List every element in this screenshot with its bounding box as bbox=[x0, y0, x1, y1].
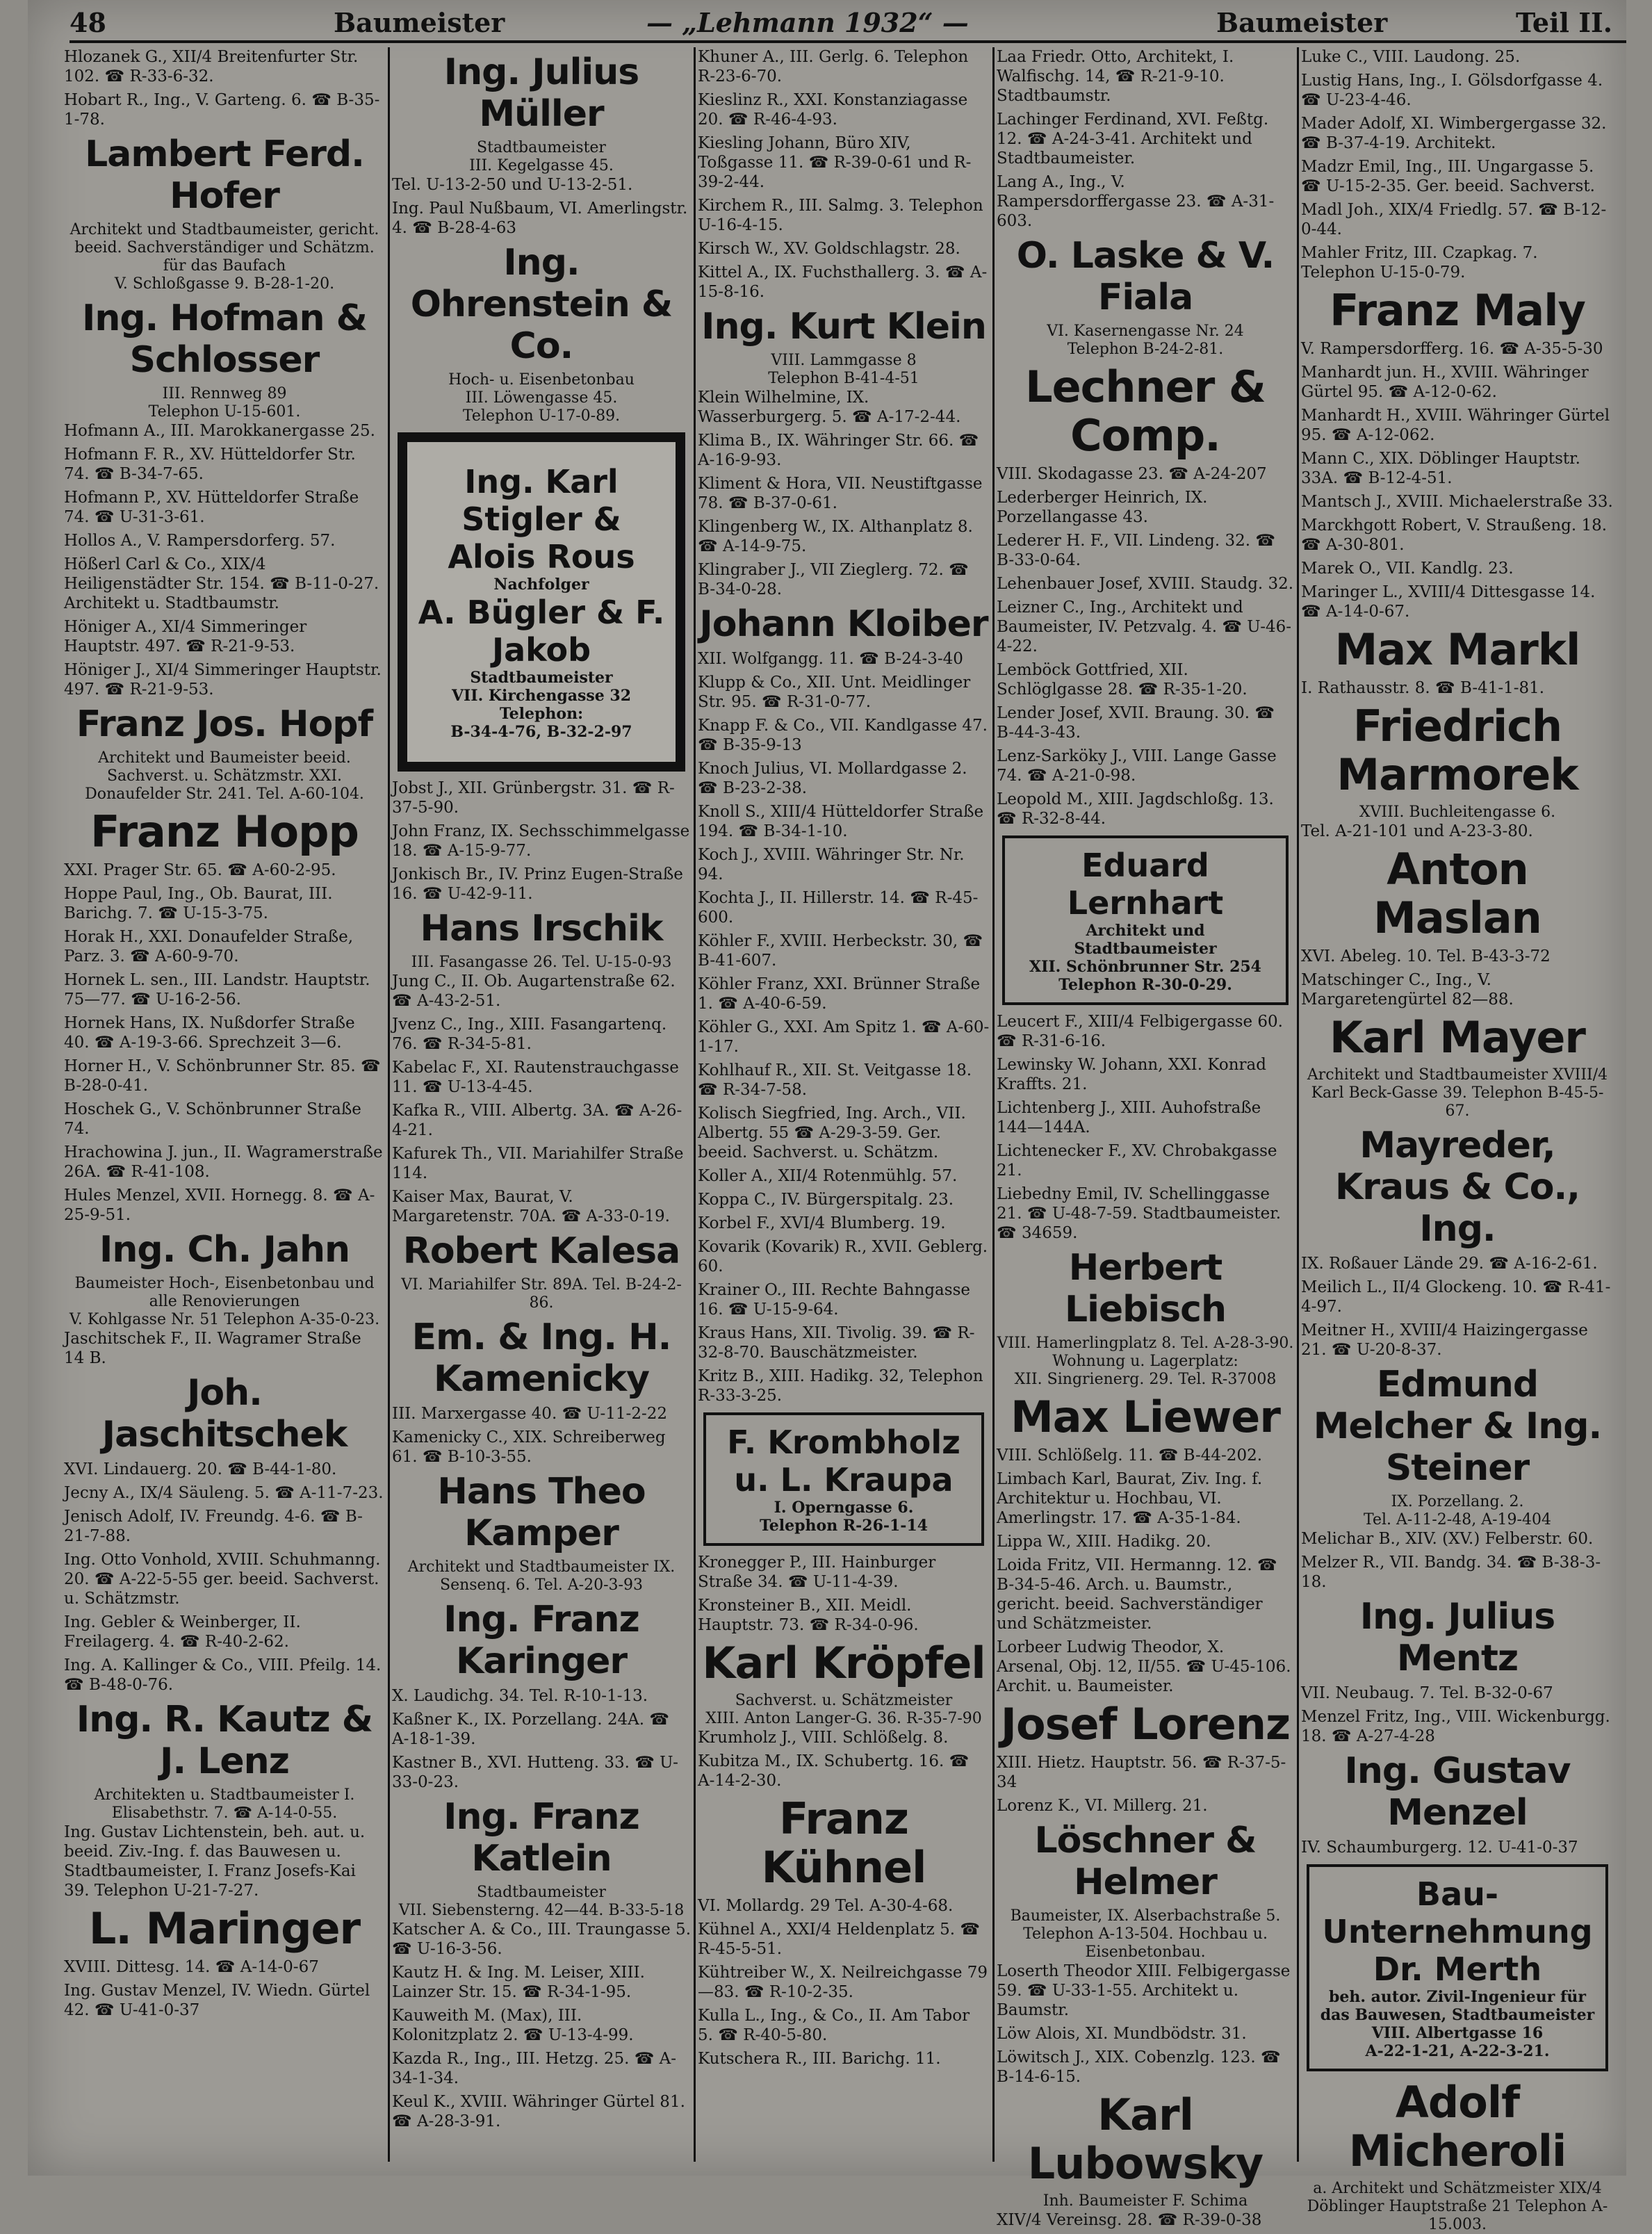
directory-entry: Koch J., XVIII. Währinger Str. Nr. 94. bbox=[698, 846, 965, 883]
directory-entry: Höniger J., XI/4 Simmeringer Hauptstr. 497. ☎ R-21-9-53. bbox=[64, 661, 382, 699]
directory-entry: Manhardt jun. H., XVIII. Währinger Gürtel 95. ☎ A-12-0-62. bbox=[1301, 364, 1589, 401]
advertisement-detail: Architekt und Stadtbaumeister IX. Sensenq. 6. Tel. A-20-3-93 bbox=[407, 1558, 676, 1594]
advertisement-detail: Baumeister, IX. Alserbachstraße 5. Telephon A-13-504. Hochbau u. Eisenbetonbau. bbox=[1010, 1907, 1281, 1961]
directory-entry: Kastner B., XVI. Hutteng. 33. ☎ U-33-0-23. bbox=[392, 1754, 678, 1791]
directory-entry: Keul K., XVIII. Währinger Gürtel 81. ☎ A-28-3-91. bbox=[392, 2093, 685, 2130]
advertisement-detail: VII. Siebensterng. 42—44. B-33-5-18 bbox=[398, 1902, 685, 1919]
directory-entry: V. Rampersdorfferg. 16. ☎ A-35-5-30 bbox=[1301, 340, 1603, 358]
directory-entry: XVIII. Dittesg. 14. ☎ A-14-0-67 bbox=[64, 1958, 319, 1976]
advertisement-name: O. Laske & V. Fiala bbox=[1016, 235, 1275, 318]
directory-entry: Kraus Hans, XII. Tivolig. 39. ☎ R-32-8-70. Bauschätzmeister. bbox=[698, 1324, 975, 1362]
directory-entry: Ing. Otto Vonhold, XVIII. Schuhmanng. 20. ☎ A-22-5-55 ger. beeid. Sachverst. u. Schätzmstr. bbox=[64, 1551, 381, 1608]
directory-entry: Hlozanek G., XII/4 Breitenfurter Str. 102. ☎ R-33-6-32. bbox=[64, 48, 359, 85]
directory-entry: Knoll S., XIII/4 Hütteldorfer Straße 194. ☎ B-34-1-10. bbox=[698, 803, 984, 840]
advertisement-name: Mayreder, Kraus & Co., Ing. bbox=[1335, 1125, 1580, 1250]
advertisement-name: Josef Lorenz bbox=[1000, 1699, 1291, 1750]
advertisement-name: Ing. Julius Mentz bbox=[1359, 1596, 1555, 1679]
advertisement-name: Karl Mayer bbox=[1330, 1012, 1585, 1063]
advertisement-name: Max Liewer bbox=[1011, 1392, 1280, 1442]
directory-entry: Melichar B., XIV. (XV.) Felberstr. 60. bbox=[1301, 1530, 1594, 1548]
advertisement-name: Ing. Julius Müller bbox=[443, 51, 639, 135]
directory-entry: Lorbeer Ludwig Theodor, X. Arsenal, Obj. 12, II/55. ☎ U-45-106. Archit. u. Baumeister. bbox=[997, 1638, 1291, 1695]
column-divider bbox=[388, 47, 390, 2162]
directory-entry: Meitner H., XVIII/4 Haizingergasse 21. ☎ U-20-8-37. bbox=[1301, 1321, 1588, 1359]
advertisement-name: Franz Jos. Hopf bbox=[76, 703, 373, 745]
directory-entry: VIII. Schlößelg. 11. ☎ B-44-202. bbox=[997, 1446, 1263, 1465]
advertisement-detail: Architekt und Stadtbaumeister XVIII/4 Karl Beck-Gasse 39. Telephon B-45-5-67. bbox=[1307, 1066, 1608, 1120]
advertisement-name: Lambert Ferd. Hofer bbox=[85, 133, 364, 217]
directory-entry: Kolisch Siegfried, Ing. Arch., VII. Albertg. 55 ☎ A-29-3-59. Ger. beeid. Sachverst. u. Schätzm. bbox=[698, 1104, 966, 1161]
advertisement-line: Dr. Merth bbox=[1373, 1950, 1542, 1988]
advertisement-detail: V. Schloßgasse 9. B-28-1-20. bbox=[114, 275, 335, 293]
advertisement-box bbox=[1002, 835, 1289, 1005]
directory-entry: Koller A., XII/4 Rotenmühlg. 57. bbox=[698, 1167, 958, 1185]
advertisement-detail: a. Architekt und Schätzmeister XIX/4 Döblinger Hauptstraße 21 Telephon A-15.003. bbox=[1307, 2180, 1608, 2233]
directory-entry: Lang A., Ing., V. Rampersdorffergasse 23. ☎ A-31-603. bbox=[997, 173, 1275, 230]
directory-entry: Köhler Franz, XXI. Brünner Straße 1. ☎ A-40-6-59. bbox=[698, 975, 981, 1013]
directory-entry: Liebedny Emil, IV. Schellinggasse 21. ☎ U-48-7-59. Stadtbaumeister. ☎ 34659. bbox=[997, 1185, 1282, 1242]
advertisement-line: B-34-4-76, B-32-2-97 bbox=[450, 723, 632, 741]
advertisement-detail: Stadtbaumeister bbox=[477, 139, 606, 156]
directory-entry: Klein Wilhelmine, IX. Wasserburgerg. 5. ☎ A-17-2-44. bbox=[698, 389, 961, 426]
advertisement-name: Karl Lubowsky bbox=[1027, 2089, 1263, 2189]
advertisement-line: Stadtbaumeister bbox=[470, 669, 613, 687]
directory-entry: Klingraber J., VII Zieglerg. 72. ☎ B-34-0-28. bbox=[698, 561, 969, 598]
directory-entry: Madl Joh., XIX/4 Friedlg. 57. ☎ B-12-0-44. bbox=[1301, 201, 1607, 238]
directory-entry: Kabelac F., XI. Rautenstrauchgasse 11. ☎ U-13-4-45. bbox=[392, 1059, 679, 1096]
directory-entry: Meilich L., II/4 Glockeng. 10. ☎ R-41-4-97. bbox=[1301, 1278, 1611, 1316]
advertisement-name: Ing. Kurt Klein bbox=[701, 306, 986, 348]
directory-entry: XXI. Prager Str. 65. ☎ A-60-2-95. bbox=[64, 861, 336, 879]
directory-entry: Kronegger P., III. Hainburger Straße 34. ☎ U-11-4-39. bbox=[698, 1554, 936, 1591]
directory-entry: Maringer L., XVIII/4 Dittesgasse 14. ☎ A-14-0-67. bbox=[1301, 583, 1596, 621]
advertisement-name: Ing. Franz Katlein bbox=[443, 1796, 639, 1880]
directory-entry: Horner H., V. Schönbrunner Str. 85. ☎ B-28-0-41. bbox=[64, 1057, 381, 1095]
directory-entry: Mahler Fritz, III. Czapkag. 7. Telephon U-15-0-79. bbox=[1301, 244, 1538, 282]
advertisement-detail: XIII. Anton Langer-G. 36. R-35-7-90 bbox=[705, 1710, 982, 1727]
advertisement-detail: Hoch- u. Eisenbetonbau bbox=[448, 371, 635, 389]
advertisement-line: XII. Schönbrunner Str. 254 bbox=[1029, 958, 1261, 976]
advertisement-name: Franz Maly bbox=[1330, 285, 1585, 336]
advertisement-name: Johann Kloiber bbox=[699, 603, 988, 645]
directory-entry: XIV/4 Vereinsg. 28. ☎ R-39-0-38 bbox=[997, 2211, 1262, 2229]
directory-entry: Löwitsch J., XIX. Cobenzlg. 123. ☎ B-14-6-15. bbox=[997, 2048, 1281, 2086]
directory-entry: Mader Adolf, XI. Wimbergergasse 32. ☎ B-37-4-19. Architekt. bbox=[1301, 115, 1607, 152]
directory-entry: Hößerl Carl & Co., XIX/4 Heiligenstädter Str. 154. ☎ B-11-0-27. Architekt u. Stadtbaumstr. bbox=[64, 555, 379, 612]
column-2 bbox=[392, 47, 691, 2162]
header-part: Teil II. bbox=[1516, 7, 1612, 38]
advertisement-line: I. Operngasse 6. bbox=[774, 1499, 914, 1517]
directory-entry: Köhler F., XVIII. Herbeckstr. 30, ☎ B-41-607. bbox=[698, 932, 983, 970]
directory-entry: Tel. U-13-2-50 und U-13-2-51. bbox=[392, 176, 633, 194]
directory-entry: Knapp F. & Co., VII. Kandlgasse 47. ☎ B-35-9-13 bbox=[698, 717, 988, 754]
advertisement-detail: III. Kegelgasse 45. bbox=[469, 157, 614, 174]
directory-entry: Klima B., IX. Währinger Str. 66. ☎ A-16-9-93. bbox=[698, 432, 979, 469]
directory-entry: Marckhgott Robert, V. Straußeng. 18. ☎ A-30-801. bbox=[1301, 516, 1608, 554]
directory-entry: Lustig Hans, Ing., I. Gölsdorfgasse 4. ☎ U-23-4-46. bbox=[1301, 72, 1603, 109]
directory-entry: Krumholz J., VIII. Schlößelg. 8. bbox=[698, 1729, 949, 1747]
directory-entry: Leucert F., XIII/4 Felbigergasse 60. ☎ R-31-6-16. bbox=[997, 1013, 1283, 1050]
directory-entry: Ing. Gustav Lichtenstein, beh. aut. u. beeid. Ziv.-Ing. f. das Bauwesen u. Stadtbaumeister, I. Franz Josefs-Kai 39. Telephon U-21-7-27. bbox=[64, 1823, 366, 1900]
advertisement-detail: XVIII. Buchleitengasse 6. bbox=[1359, 804, 1556, 821]
directory-entry: Manhardt H., XVIII. Währinger Gürtel 95. ☎ A-12-062. bbox=[1301, 407, 1610, 444]
directory-entry: Kronsteiner B., XII. Meidl. Hauptstr. 73. ☎ R-34-0-96. bbox=[698, 1597, 919, 1634]
directory-entry: Luke C., VIII. Laudong. 25. bbox=[1301, 48, 1521, 66]
advertisement-detail: V. Kohlgasse Nr. 51 Telephon A-35-0-23. bbox=[69, 1311, 380, 1328]
directory-entry: Klupp & Co., XII. Unt. Meidlinger Str. 95. ☎ R-31-0-77. bbox=[698, 674, 971, 711]
directory-entry: Kühtreiber W., X. Neilreichgasse 79—83. ☎ R-10-2-35. bbox=[698, 1964, 988, 2001]
advertisement-name: Ing. Franz Karinger bbox=[443, 1599, 639, 1682]
advertisement-detail: VIII. Lammgasse 8 bbox=[771, 352, 917, 369]
directory-entry: Kafurek Th., VII. Mariahilfer Straße 114. bbox=[392, 1145, 684, 1182]
directory-entry: Ing. Gustav Menzel, IV. Wiedn. Gürtel 42. ☎ U-41-0-37 bbox=[64, 1982, 370, 2019]
advertisement-detail: III. Fasangasse 26. Tel. U-15-0-93 bbox=[411, 954, 672, 971]
directory-entry: Hules Menzel, XVII. Hornegg. 8. ☎ A-25-9-51. bbox=[64, 1187, 375, 1224]
directory-entry: Hofmann F. R., XV. Hütteldorfer Str. 74. ☎ B-34-7-65. bbox=[64, 446, 356, 483]
directory-entry: Limbach Karl, Baurat, Ziv. Ing. f. Architektur u. Hochbau, VI. Amerlingstr. 17. ☎ A-35-1-84. bbox=[997, 1470, 1263, 1527]
advertisement-line: Telephon: bbox=[499, 705, 584, 723]
directory-entry: Jenisch Adolf, IV. Freundg. 4-6. ☎ B-21-7-88. bbox=[64, 1508, 363, 1545]
advertisement-box bbox=[398, 432, 685, 772]
advertisement-name: Ing. Ohrenstein & Co. bbox=[410, 242, 673, 367]
directory-entry: Kieslinz R., XXI. Konstanziagasse 20. ☎ R-46-4-93. bbox=[698, 91, 968, 129]
advertisement-detail: VI. Mariahilfer Str. 89A. Tel. B-24-2-86. bbox=[401, 1276, 682, 1312]
directory-entry: Kovarik (Kovarik) R., XVII. Geblerg. 60. bbox=[698, 1238, 988, 1275]
directory-entry: Hoschek G., V. Schönbrunner Straße 74. bbox=[64, 1100, 361, 1138]
advertisement-line: Architekt und Stadtbaumeister bbox=[1074, 922, 1217, 958]
directory-entry: Jaschitschek F., II. Wagramer Straße 14 B. bbox=[64, 1330, 361, 1367]
directory-entry: Koppa C., IV. Bürgerspitalg. 23. bbox=[698, 1191, 954, 1209]
advertisement-name: L. Maringer bbox=[88, 1903, 361, 1954]
directory-entry: XVI. Lindauerg. 20. ☎ B-44-1-80. bbox=[64, 1460, 337, 1478]
header-left-title: Baumeister bbox=[334, 7, 505, 38]
advertisement-detail: Sachverst. u. Schätzmeister bbox=[735, 1692, 953, 1709]
directory-entry: Lenz-Sarköky J., VIII. Lange Gasse 74. ☎ A-21-0-98. bbox=[997, 747, 1277, 785]
advertisement-box bbox=[703, 1412, 984, 1546]
directory-entry: Matschinger C., Ing., V. Margaretengürtel 82—88. bbox=[1301, 971, 1514, 1009]
directory-entry: Kautz H. & Ing. M. Leiser, XIII. Lainzer Str. 15. ☎ R-34-1-95. bbox=[392, 1964, 645, 2001]
advertisement-line: Telephon R-26-1-14 bbox=[759, 1517, 929, 1535]
directory-entry: Ing. Paul Nußbaum, VI. Amerlingstr. 4. ☎ B-28-4-63 bbox=[392, 199, 688, 237]
directory-entry: Kiesling Johann, Büro XIV, Toßgasse 11. ☎ R-39-0-61 und R-39-2-44. bbox=[698, 134, 972, 191]
advertisement-detail: IX. Porzellang. 2. bbox=[1391, 1493, 1524, 1510]
directory-entry: Kazda R., Ing., III. Hetzg. 25. ☎ A-34-1-34. bbox=[392, 2050, 677, 2087]
advertisement-name: Lechner & Comp. bbox=[1025, 361, 1266, 461]
directory-entry: Kochta J., II. Hillerstr. 14. ☎ R-45-600. bbox=[698, 889, 979, 927]
directory-entry: Kubitza M., IX. Schubertg. 16. ☎ A-14-2-30. bbox=[698, 1752, 970, 1790]
directory-entry: Lewinsky W. Johann, XXI. Konrad Kraffts. 21. bbox=[997, 1056, 1266, 1093]
advertisement-name: Max Markl bbox=[1334, 624, 1580, 675]
advertisement-name: Hans Irschik bbox=[420, 908, 663, 949]
directory-entry: III. Marxergasse 40. ☎ U-11-2-22 bbox=[392, 1405, 667, 1423]
directory-entry: I. Rathausstr. 8. ☎ B-41-1-81. bbox=[1301, 679, 1545, 697]
directory-entry: Löw Alois, XI. Mundbödstr. 31. bbox=[997, 2025, 1247, 2043]
directory-entry: Kritz B., XIII. Hadikg. 32, Telephon R-33-3-25. bbox=[698, 1367, 983, 1405]
advertisement-detail: Baumeister Hoch-, Eisenbetonbau und alle Renovierungen bbox=[74, 1275, 375, 1310]
directory-entry: Kliment & Hora, VII. Neustiftgasse 78. ☎ B-37-0-61. bbox=[698, 475, 983, 512]
advertisement-line: VII. Kirchengasse 32 bbox=[451, 687, 632, 705]
directory-entry: Lemböck Gottfried, XII. Schlöglgasse 28. ☎ R-35-1-20. bbox=[997, 661, 1248, 699]
directory-entry: Kaßner K., IX. Porzellang. 24A. ☎ A-18-1-39. bbox=[392, 1711, 670, 1748]
directory-entry: Hofmann P., XV. Hütteldorfer Straße 74. ☎ U-31-3-61. bbox=[64, 489, 359, 526]
directory-entry: Jvenz C., Ing., XIII. Fasangartenq. 76. ☎ R-34-5-81. bbox=[392, 1016, 667, 1053]
directory-entry: Lippa W., XIII. Hadikg. 20. bbox=[997, 1533, 1211, 1551]
directory-entry: Hollos A., V. Rampersdorferg. 57. bbox=[64, 532, 336, 550]
advertisement-name: Edmund Melcher & Ing. Steiner bbox=[1313, 1364, 1602, 1489]
advertisement-name: Em. & Ing. H. Kamenicky bbox=[411, 1316, 671, 1400]
advertisement-detail: Telephon U-15-601. bbox=[148, 403, 301, 421]
directory-entry: Loserth Theodor XIII. Felbigergasse 59. ☎ U-33-1-55. Architekt u. Baumstr. bbox=[997, 1962, 1291, 2019]
advertisement-box bbox=[1307, 1864, 1608, 2071]
directory-entry: Jonkisch Br., IV. Prinz Eugen-Straße 16. ☎ U-42-9-11. bbox=[392, 865, 683, 903]
directory-entry: Leizner C., Ing., Architekt und Baumeister, IV. Petzvalg. 4. ☎ U-46-4-22. bbox=[997, 598, 1292, 655]
advertisement-name: Friedrich Marmorek bbox=[1336, 701, 1578, 800]
advertisement-detail: Tel. A-11-2-48, A-19-404 bbox=[1364, 1511, 1551, 1528]
directory-entry: VIII. Skodagasse 23. ☎ A-24-207 bbox=[997, 465, 1267, 483]
directory-entry: X. Laudichg. 34. Tel. R-10-1-13. bbox=[392, 1687, 648, 1705]
advertisement-detail: Architekten u. Stadtbaumeister I. Elisabethstr. 7. ☎ A-14-0-55. bbox=[94, 1786, 355, 1822]
advertisement-line: beh. autor. Zivil-Ingenieur für das Bauwesen, Stadtbaumeister bbox=[1320, 1988, 1595, 2024]
directory-entry: Kauweith M. (Max), III. Kolonitzplatz 2. ☎ U-13-4-99. bbox=[392, 2007, 634, 2044]
column-4 bbox=[997, 47, 1294, 2229]
directory-entry: Jung C., II. Ob. Augartenstraße 62. ☎ A-43-2-51. bbox=[392, 972, 676, 1010]
advertisement-name: Ing. Gustav Menzel bbox=[1344, 1750, 1571, 1834]
directory-entry: Loida Fritz, VII. Hermanng. 12. ☎ B-34-5-46. Arch. u. Baumstr., gericht. beeid. Sachverständiger und Schätzmeister. bbox=[997, 1556, 1277, 1633]
advertisement-detail: Stadtbaumeister bbox=[477, 1884, 606, 1901]
column-divider bbox=[694, 47, 696, 2162]
directory-entry: Lederer H. F., VII. Lindeng. 32. ☎ B-33-0-64. bbox=[997, 532, 1275, 569]
header-right-title: Baumeister bbox=[1216, 7, 1388, 38]
advertisement-title: Bau-Unternehmung bbox=[1322, 1875, 1593, 1950]
advertisement-name: Adolf Micheroli bbox=[1348, 2077, 1567, 2176]
directory-entry: Kirchem R., III. Salmg. 3. Telephon U-16-4-15. bbox=[698, 197, 983, 234]
advertisement-title: Eduard Lernhart bbox=[1067, 847, 1224, 922]
directory-entry: IX. Roßauer Lände 29. ☎ A-16-2-61. bbox=[1301, 1255, 1598, 1273]
column-5 bbox=[1301, 47, 1614, 2233]
advertisement-line: A. Bügler & F. Jakob bbox=[418, 594, 665, 669]
column-divider bbox=[992, 47, 995, 2162]
directory-page bbox=[28, 0, 1626, 2233]
directory-entry: Lichtenberg J., XIII. Auhofstraße 144—144A. bbox=[997, 1099, 1261, 1136]
advertisement-detail: VI. Kasernengasse Nr. 24 bbox=[1047, 323, 1244, 340]
advertisement-detail: Architekt und Stadtbaumeister, gericht. beeid. Sachverständiger und Schätzm. für das Baufach bbox=[69, 221, 379, 275]
directory-entry: Mantsch J., XVIII. Michaelerstraße 33. bbox=[1301, 493, 1613, 511]
advertisement-name: Hans Theo Kamper bbox=[437, 1471, 646, 1554]
directory-entry: Korbel F., XVI/4 Blumberg. 19. bbox=[698, 1214, 946, 1232]
directory-entry: Melzer R., VII. Bandg. 34. ☎ B-38-3-18. bbox=[1301, 1554, 1601, 1591]
directory-entry: Kittel A., IX. Fuchsthallerg. 3. ☎ A-15-8-16. bbox=[698, 263, 988, 301]
advertisement-detail: III. Löwengasse 45. bbox=[465, 389, 618, 407]
advertisement-name: Löschner & Helmer bbox=[1034, 1820, 1257, 1903]
directory-entry: Kühnel A., XXI/4 Heldenplatz 5. ☎ R-45-5-51. bbox=[698, 1921, 981, 1958]
advertisement-name: Franz Hopp bbox=[90, 806, 359, 857]
page-number: 48 bbox=[69, 7, 106, 38]
directory-entry: XII. Wolfgangg. 11. ☎ B-24-3-40 bbox=[698, 650, 963, 668]
advertisement-name: Herbert Liebisch bbox=[1064, 1247, 1227, 1330]
advertisement-line: A-22-1-21, A-22-3-21. bbox=[1365, 2042, 1550, 2060]
directory-entry: Laa Friedr. Otto, Architekt, I. Walfischg. 14, ☎ R-21-9-10. Stadtbaumstr. bbox=[997, 48, 1234, 105]
advertisement-line: Nachfolger bbox=[493, 576, 589, 594]
directory-entry: Jecny A., IX/4 Säuleng. 5. ☎ A-11-7-23. bbox=[64, 1484, 384, 1502]
directory-entry: Höniger A., XI/4 Simmeringer Hauptstr. 497. ☎ R-21-9-53. bbox=[64, 618, 307, 655]
directory-entry: Katscher A. & Co., III. Traungasse 5. ☎ U-16-3-56. bbox=[392, 1921, 692, 1958]
directory-entry: Leopold M., XIII. Jagdschloßg. 13. ☎ R-32-8-44. bbox=[997, 790, 1274, 828]
advertisement-name: Ing. Ch. Jahn bbox=[99, 1229, 350, 1271]
advertisement-line: Telephon R-30-0-29. bbox=[1058, 976, 1232, 994]
directory-entry: Lorenz K., VI. Millerg. 21. bbox=[997, 1797, 1208, 1815]
advertisement-name: Ing. Hofman & Schlosser bbox=[81, 297, 368, 381]
directory-entry: XVI. Abeleg. 10. Tel. B-43-3-72 bbox=[1301, 947, 1551, 965]
column-1 bbox=[64, 47, 385, 2162]
directory-entry: Menzel Fritz, Ing., VIII. Wickenburgg. 18. ☎ A-27-4-28 bbox=[1301, 1708, 1610, 1745]
directory-entry: Hoppe Paul, Ing., Ob. Baurat, III. Barichg. 7. ☎ U-15-3-75. bbox=[64, 885, 333, 922]
advertisement-detail: VIII. Hamerlingplatz 8. Tel. A-28-3-90. Wohnung u. Lagerplatz: bbox=[997, 1335, 1294, 1370]
directory-entry: Lachinger Ferdinand, XVI. Feßtg. 12. ☎ A-24-3-41. Architekt und Stadtbaumeister. bbox=[997, 111, 1269, 168]
directory-entry: John Franz, IX. Sechsschimmelgasse 18. ☎ A-15-9-77. bbox=[392, 822, 690, 860]
advertisement-detail: Telephon B-41-4-51 bbox=[768, 370, 919, 387]
column-3 bbox=[698, 47, 990, 2162]
directory-entry: Klingenberg W., IX. Althanplatz 8. ☎ A-14-9-75. bbox=[698, 518, 973, 555]
advertisement-detail: Telephon U-17-0-89. bbox=[462, 407, 621, 425]
directory-entry: Ing. Gebler & Weinberger, II. Freilagerg. 4. ☎ R-40-2-62. bbox=[64, 1613, 301, 1651]
directory-entry: Hornek Hans, IX. Nußdorfer Straße 40. ☎ A-19-3-66. Sprechzeit 3—6. bbox=[64, 1014, 355, 1052]
page-header bbox=[69, 7, 1626, 38]
directory-entry: Madzr Emil, Ing., III. Ungargasse 5. ☎ U-15-2-35. Ger. beeid. Sachverst. bbox=[1301, 158, 1595, 195]
advertisement-name: Ing. R. Kautz & J. Lenz bbox=[76, 1699, 373, 1782]
advertisement-name: Franz Kühnel bbox=[761, 1793, 926, 1893]
directory-entry: Lender Josef, XVII. Braung. 30. ☎ B-44-3-43. bbox=[997, 704, 1275, 742]
directory-entry: Kohlhauf R., XII. St. Veitgasse 18. ☎ R-34-7-58. bbox=[698, 1061, 972, 1099]
directory-entry: Kamenicky C., XIX. Schreiberweg 61. ☎ B-10-3-55. bbox=[392, 1428, 666, 1466]
directory-entry: Hrachowina J. jun., II. Wagramerstraße 26A. ☎ R-41-108. bbox=[64, 1143, 383, 1181]
advertisement-detail: Inh. Baumeister F. Schima bbox=[1042, 2192, 1248, 2210]
directory-entry: Hobart R., Ing., V. Garteng. 6. ☎ B-35-1-78. bbox=[64, 91, 380, 129]
directory-entry: Mann C., XIX. Döblinger Hauptstr. 33A. ☎ B-12-4-51. bbox=[1301, 450, 1580, 487]
advertisement-name: Robert Kalesa bbox=[402, 1230, 680, 1272]
directory-entry: Hofmann A., III. Marokkanergasse 25. bbox=[64, 422, 375, 440]
directory-entry: Khuner A., III. Gerlg. 6. Telephon R-23-6-70. bbox=[698, 48, 969, 85]
advertisement-name: Joh. Jaschitschek bbox=[101, 1372, 347, 1456]
directory-entry: Lederberger Heinrich, IX. Porzellangasse 43. bbox=[997, 489, 1208, 526]
directory-entry: Kirsch W., XV. Goldschlagstr. 28. bbox=[698, 240, 960, 258]
directory-entry: Lehenbauer Josef, XVIII. Staudg. 32. bbox=[997, 575, 1294, 593]
directory-entry: Ing. A. Kallinger & Co., VIII. Pfeilg. 14. ☎ B-48-0-76. bbox=[64, 1656, 382, 1694]
advertisement-title: F. Krombholz u. L. Kraupa bbox=[727, 1424, 960, 1499]
advertisement-name: Anton Maslan bbox=[1373, 844, 1541, 943]
directory-entry: Horak H., XXI. Donaufelder Straße, Parz. 3. ☎ A-60-9-70. bbox=[64, 928, 354, 965]
directory-entry: Hornek L. sen., III. Landstr. Hauptstr. 75—77. ☎ U-16-2-56. bbox=[64, 971, 370, 1009]
directory-entry: IV. Schaumburgerg. 12. U-41-0-37 bbox=[1301, 1838, 1578, 1857]
directory-entry: VI. Mollardg. 29 Tel. A-30-4-68. bbox=[698, 1897, 954, 1915]
directory-entry: Knoch Julius, VI. Mollardgasse 2. ☎ B-23-2-38. bbox=[698, 760, 967, 797]
header-center-title: — „Lehmann 1932“ — bbox=[646, 7, 969, 38]
directory-entry: Köhler G., XXI. Am Spitz 1. ☎ A-60-1-17. bbox=[698, 1018, 990, 1056]
advertisement-title: Ing. Karl Stigler & Alois Rous bbox=[448, 463, 635, 576]
directory-entry: Lichtenecker F., XV. Chrobakgasse 21. bbox=[997, 1142, 1277, 1180]
directory-entry: Kulla L., Ing., & Co., II. Am Tabor 5. ☎ R-40-5-80. bbox=[698, 2007, 970, 2044]
advertisement-detail: III. Rennweg 89 bbox=[162, 385, 287, 402]
directory-entry: Kaiser Max, Baurat, V. Margaretenstr. 70A. ☎ A-33-0-19. bbox=[392, 1188, 670, 1225]
directory-entry: Krainer O., III. Rechte Bahngasse 16. ☎ U-15-9-64. bbox=[698, 1281, 970, 1319]
advertisement-name: Karl Kröpfel bbox=[702, 1638, 986, 1688]
directory-entry: Jobst J., XII. Grünbergstr. 31. ☎ R-37-5-90. bbox=[392, 779, 675, 817]
directory-entry: Kutschera R., III. Barichg. 11. bbox=[698, 2050, 941, 2068]
advertisement-detail: XII. Singrienerg. 29. Tel. R-37008 bbox=[1014, 1371, 1277, 1388]
directory-entry: Kafka R., VIII. Albertg. 3A. ☎ A-26-4-21. bbox=[392, 1102, 682, 1139]
advertisement-detail: Telephon B-24-2-81. bbox=[1067, 341, 1224, 358]
advertisement-detail: Architekt und Baumeister beeid. Sachverst. u. Schätzmstr. XXI. Donaufelder Str. 241. Tel. A-60-104. bbox=[85, 749, 364, 803]
directory-entry: XIII. Hietz. Hauptstr. 56. ☎ R-37-5-34 bbox=[997, 1754, 1286, 1791]
advertisement-line: VIII. Albertgasse 16 bbox=[1371, 2024, 1544, 2042]
header-rule bbox=[69, 40, 1626, 43]
column-divider bbox=[1297, 47, 1299, 2162]
directory-entry: Tel. A-21-101 und A-23-3-80. bbox=[1301, 822, 1533, 840]
directory-entry: VII. Neubaug. 7. Tel. B-32-0-67 bbox=[1301, 1684, 1553, 1702]
directory-entry: Marek O., VII. Kandlg. 23. bbox=[1301, 560, 1514, 578]
